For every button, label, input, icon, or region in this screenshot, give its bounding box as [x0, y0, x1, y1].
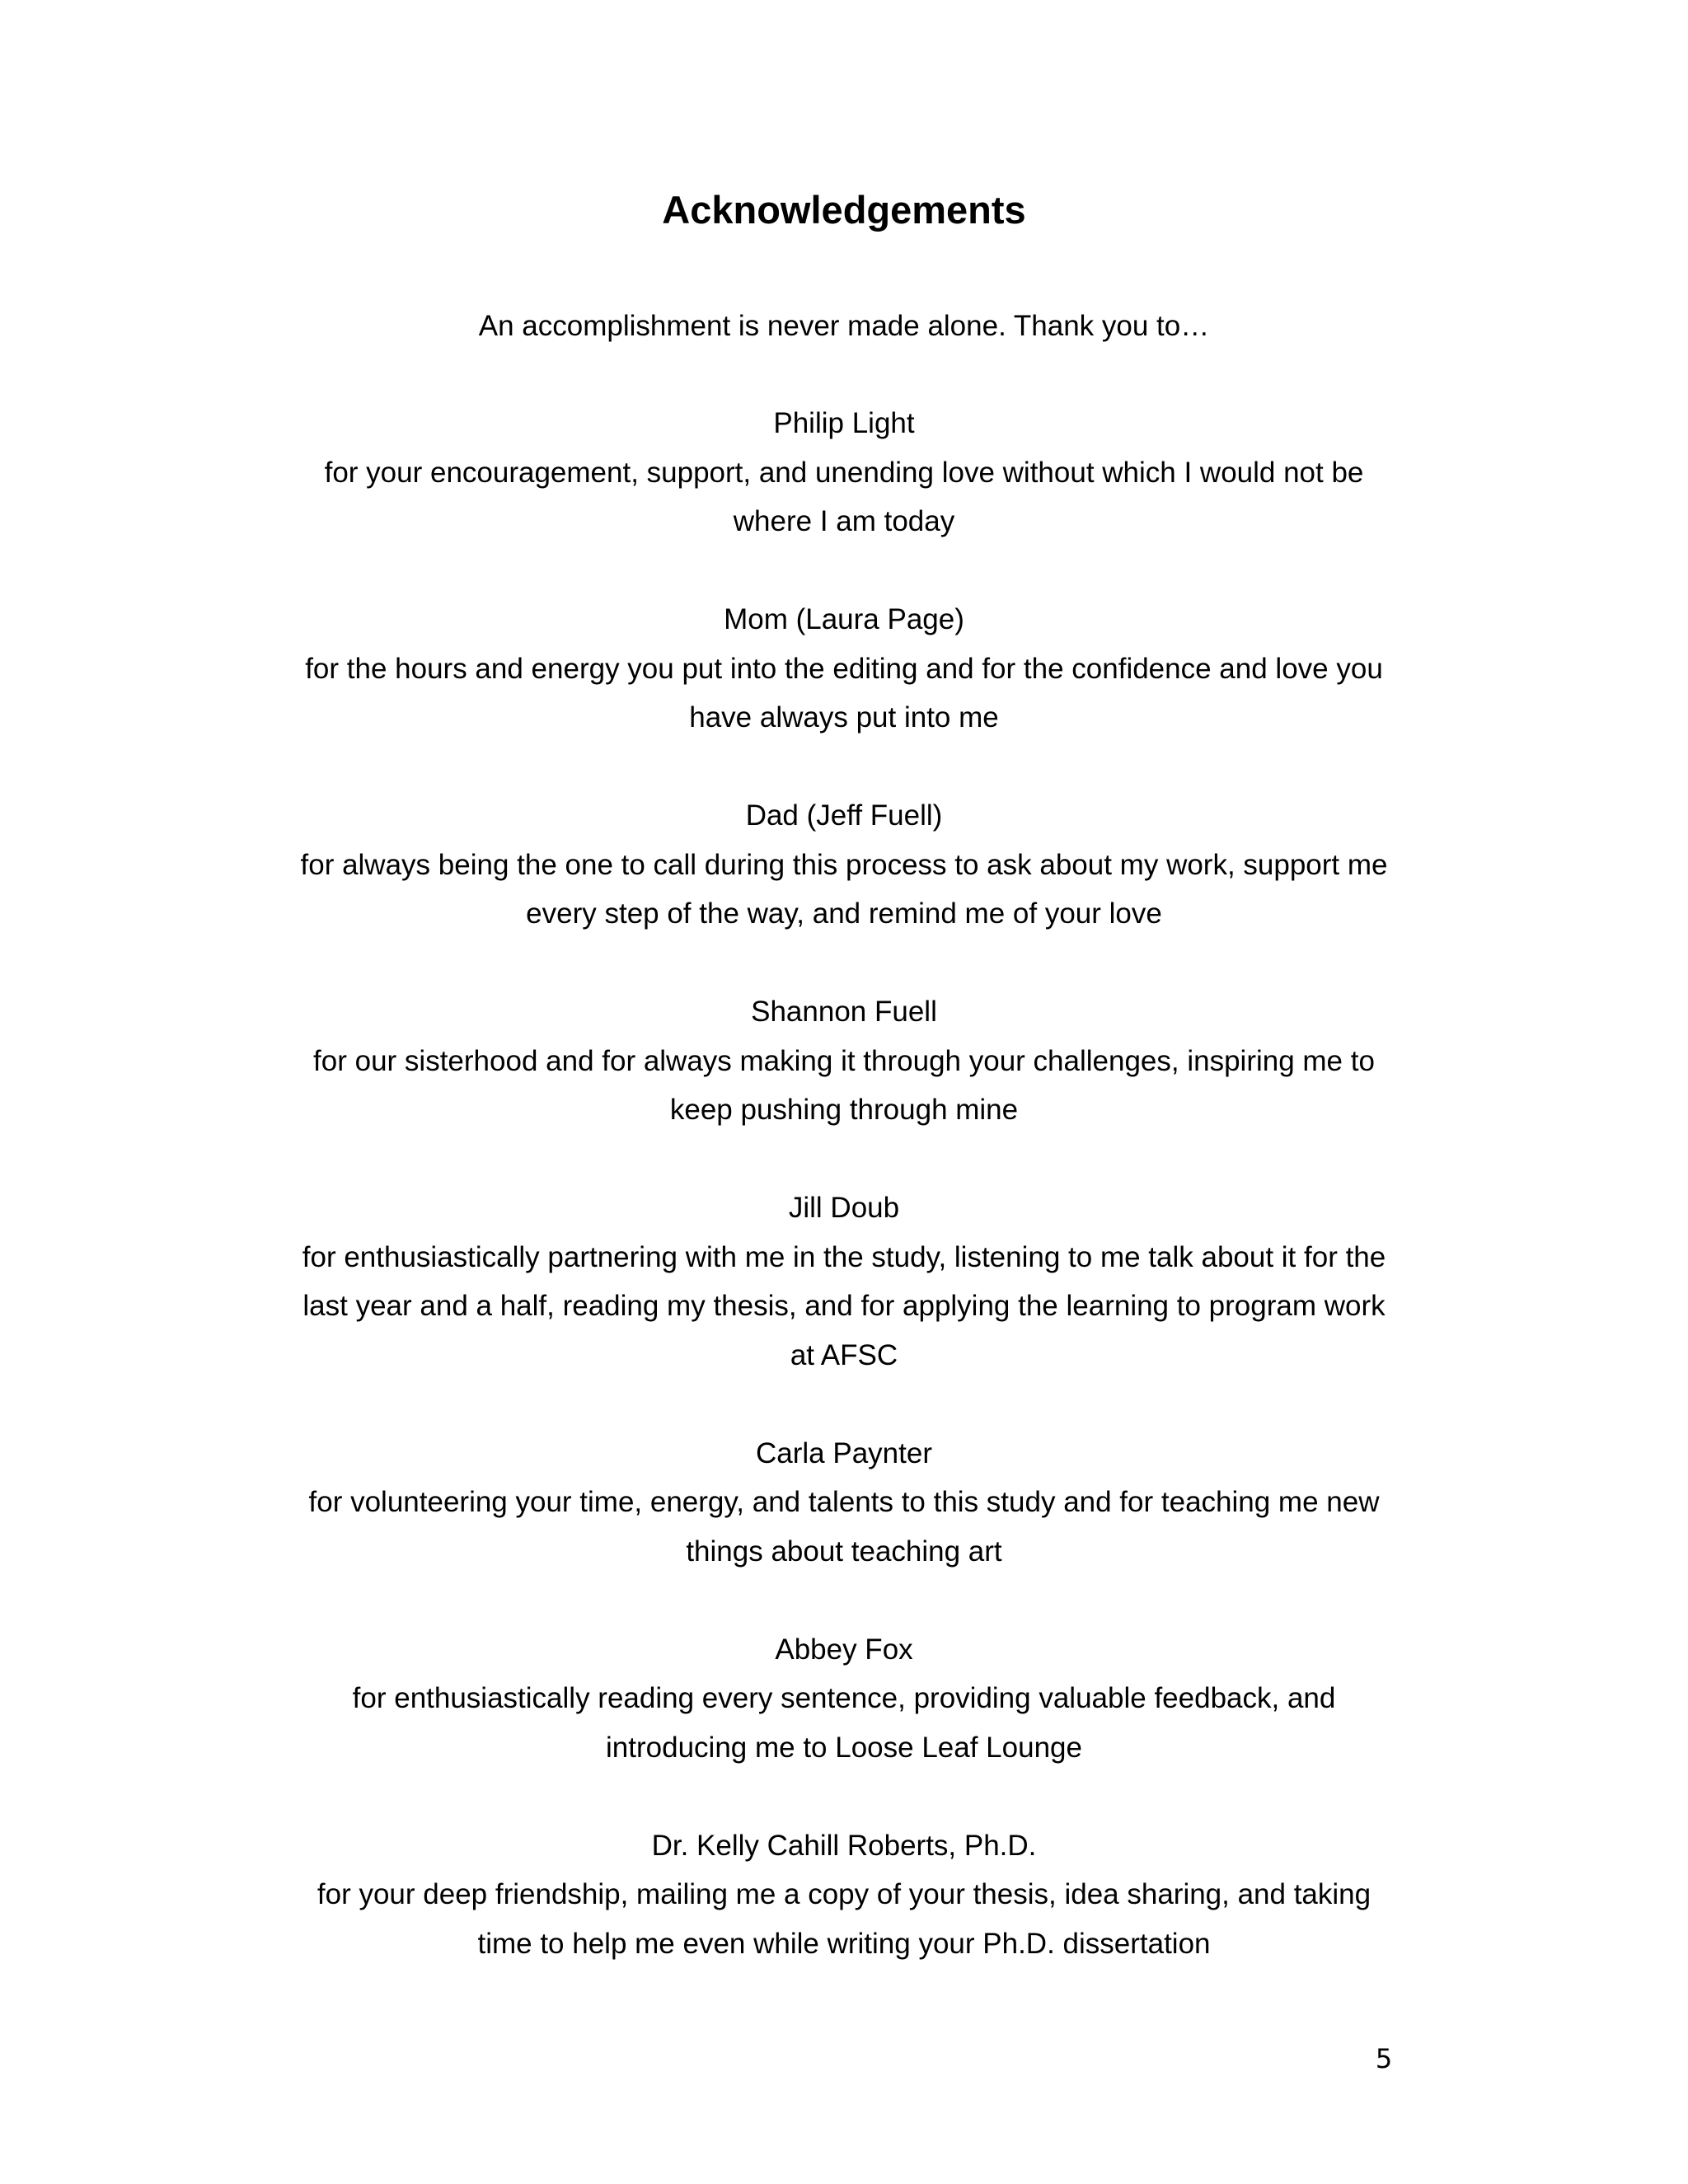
entry-text: for your encouragement, support, and unending love without which I would not be where I am today [324, 456, 1364, 537]
entry-name: Dr. Kelly Cahill Roberts, Ph.D. [651, 1829, 1037, 1862]
acknowledgement-entry [297, 399, 1391, 546]
page-title: Acknowledgements [662, 188, 1026, 232]
entry-text: for our sisterhood and for always making it through your challenges, inspiring me to keep pushing through mine [313, 1044, 1375, 1126]
acknowledgement-entry [297, 987, 1391, 1135]
acknowledgement-entry [297, 1183, 1391, 1380]
acknowledgement-entry [297, 1625, 1391, 1773]
acknowledgement-entry [297, 791, 1391, 939]
acknowledgement-entry [297, 1429, 1391, 1577]
acknowledgement-entry [297, 1821, 1391, 1969]
entry-text: for volunteering your time, energy, and talents to this study and for teaching me new things about teaching art [308, 1486, 1380, 1568]
entry-name: Shannon Fuell [751, 996, 937, 1028]
entry-text: for the hours and energy you put into the editing and for the confidence and love you have always put into me [305, 652, 1383, 733]
entry-text: for always being the one to call during this process to ask about my work, support me every step of the way, and remind me of your love [300, 848, 1388, 930]
entry-text: for your deep friendship, mailing me a copy of your thesis, idea sharing, and taking time to help me even while writing your Ph.D. dissertation [316, 1878, 1372, 1960]
entry-name: Philip Light [773, 407, 915, 439]
entry-text: for enthusiastically reading every sentence, providing valuable feedback, and introducing me to Loose Leaf Lounge [352, 1682, 1336, 1764]
acknowledgement-entry [297, 595, 1391, 743]
intro-text: An accomplishment is never made alone. Thank you to… [478, 310, 1210, 342]
entry-text: for enthusiastically partnering with me in the study, listening to me talk about it for the last year and a half, reading my thesis, and for applying the learning to program work at AFSC [302, 1240, 1386, 1371]
entry-name: Mom (Laura Page) [724, 603, 964, 635]
entry-name: Jill Doub [788, 1192, 900, 1224]
acknowledgement-list [297, 399, 1391, 2018]
entry-name: Abbey Fox [775, 1633, 913, 1666]
entry-name: Dad (Jeff Fuell) [745, 799, 943, 832]
page-number: 5 [1375, 2043, 1393, 2074]
entry-name: Carla Paynter [756, 1436, 932, 1469]
